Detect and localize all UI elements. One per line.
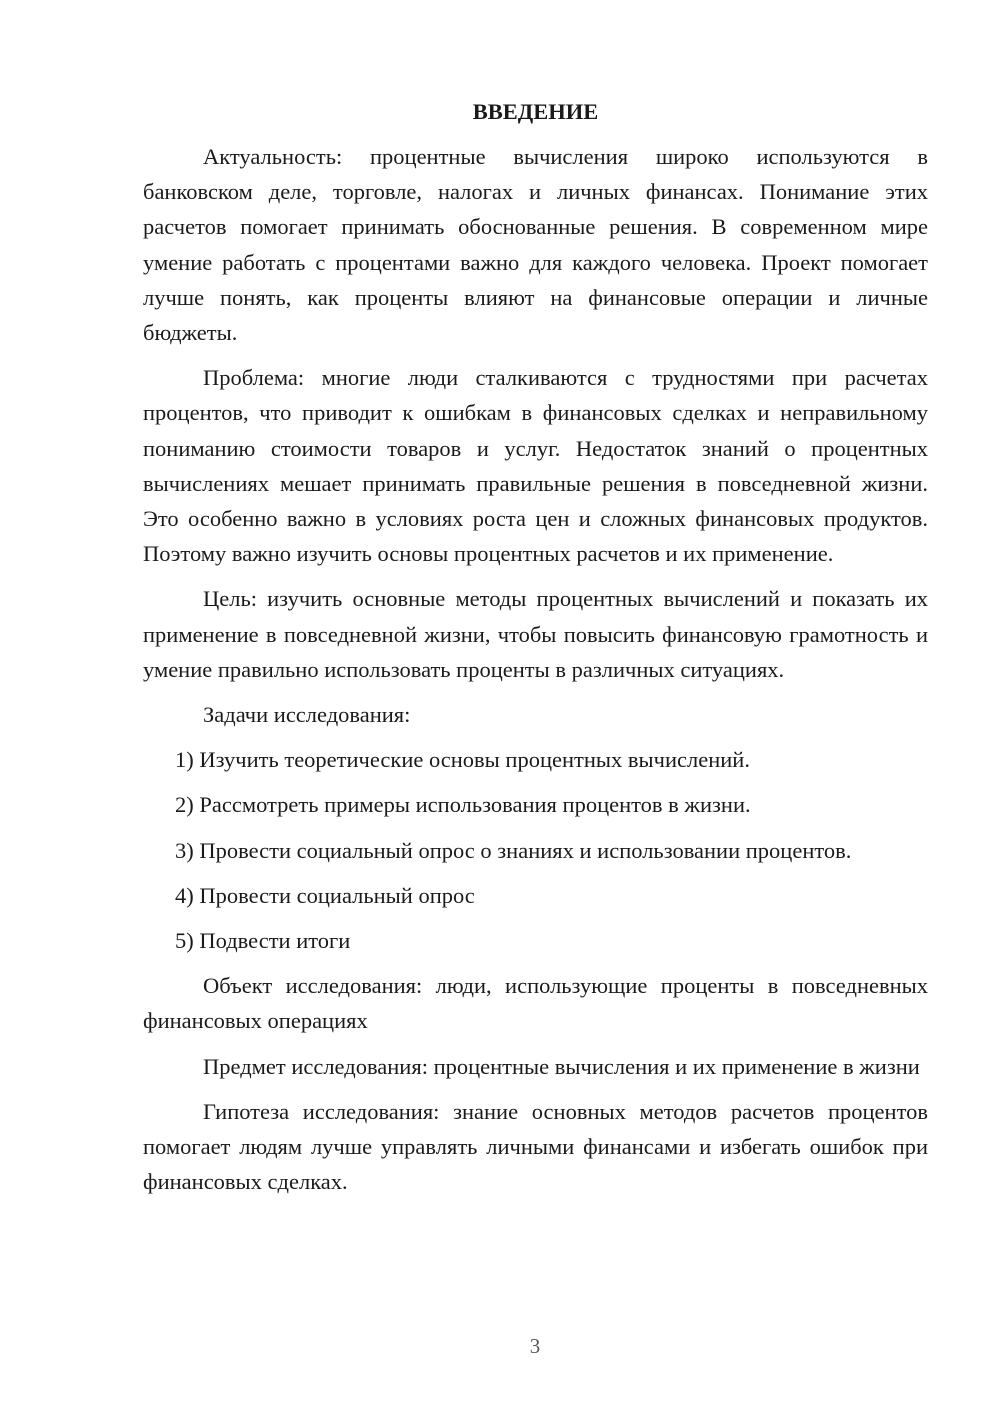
task-list xyxy=(143,742,928,958)
page-number: 3 xyxy=(529,1334,541,1358)
hypothesis-paragraph: Гипотеза исследования: знание основных методов расчетов процентов помогает людям лучше управлять личными финансами и избегать ошибок при финансовых сделках. xyxy=(143,1098,928,1195)
task-item: 3) Провести социальный опрос о знаниях и использовании процентов. xyxy=(175,837,852,863)
tasks-heading: Задачи исследования: xyxy=(203,702,411,728)
task-item: 5) Подвести итоги xyxy=(175,928,351,954)
document-page xyxy=(143,94,928,1209)
task-item: 4) Провести социальный опрос xyxy=(175,882,475,908)
section-title: ВВЕДЕНИЕ xyxy=(472,99,599,124)
task-item: 1) Изучить теоретические основы процентных вычислений. xyxy=(175,747,750,773)
subject-paragraph: Предмет исследования: процентные вычисления и их применение в жизни xyxy=(203,1053,920,1079)
goal-paragraph: Цель: изучить основные методы процентных вычислений и показать их применение в повседневной жизни, чтобы повысить финансовую грамотность и умение правильно использовать проценты в различных ситуациях. xyxy=(143,586,928,682)
task-item: 2) Рассмотреть примеры использования процентов в жизни. xyxy=(175,792,751,818)
relevance-paragraph: Актуальность: процентные вычисления широко используются в банковском деле, торговле, налогах и личных финансах. Понимание этих расчетов помогает принимать обоснованные решения. В современном мире умение работать с процентами важно для каждого человека. Проект помогает лучше понять, как проценты влияют на финансовые операции и личные бюджеты. xyxy=(143,144,928,346)
problem-paragraph: Проблема: многие люди сталкиваются с трудностями при расчетах процентов, что приводит к ошибкам в финансовых сделках и неправильному пониманию стоимости товаров и услуг. Недостаток знаний о процентных вычислениях мешает принимать правильные решения в повседневной жизни. Это особенно важно в условиях роста цен и сложных финансовых продуктов. Поэтому важно изучить основы процентных расчетов и их применение. xyxy=(143,365,928,567)
object-paragraph: Объект исследования: люди, использующие проценты в повседневных финансовых операциях xyxy=(143,973,928,1034)
